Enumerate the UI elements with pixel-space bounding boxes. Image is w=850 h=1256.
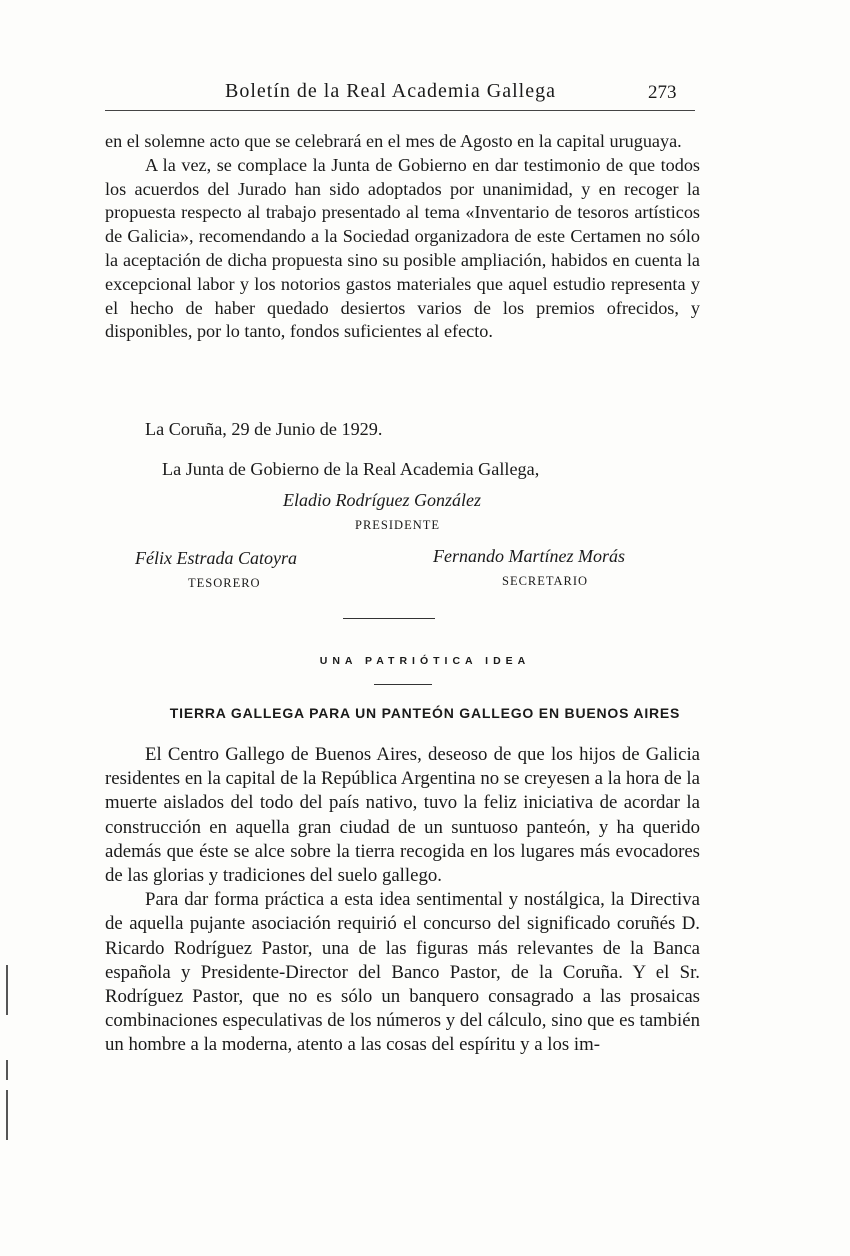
secretary-name: Fernando Martínez Morás [433, 546, 625, 566]
treasurer-name: Félix Estrada Catoyra [135, 548, 297, 568]
intro-text [105, 130, 700, 344]
section-separator [343, 618, 435, 619]
header-rule [105, 110, 695, 111]
kicker-underline [374, 684, 432, 685]
president-role: PRESIDENTE [355, 518, 440, 532]
section-kicker: UNA PATRIÓTICA IDEA [319, 655, 531, 667]
body-paragraph: Para dar forma práctica a esta idea sentimental y nostálgica, la Directiva de aquella pujante asociación requirió el concurso del significado coruñés D. Ricardo Rodríguez Pastor, una de las figuras más relevantes de la Banca española y Presidente-Director del Banco Pastor, de la Coruña. Y el Sr. Rodríguez Pastor, que no es sólo un banquero consagrado a las prosaicas combinaciones especulativas de los números y del cálculo, sino que es también un hombre a la moderna, atento a las cosas del espíritu y a los im- [105, 889, 700, 1056]
scan-margin-mark [6, 1090, 8, 1140]
page-number: 273 [648, 82, 677, 103]
article-body [105, 743, 700, 1058]
intro-paragraph: en el solemne acto que se celebrará en el mes de Agosto en la capital uruguaya. [105, 131, 682, 151]
president-name: Eladio Rodríguez González [283, 490, 481, 510]
body-paragraph: El Centro Gallego de Buenos Aires, deseoso de que los hijos de Galicia residentes en la capital de la República Argentina no se creyesen a la hora de la muerte aislados del todo del país nativo, tuvo la feliz iniciativa de acordar la construcción en aquella gran ciudad de un suntuoso panteón, y ha querido además que éste se alce sobre la tierra recogida en los lugares más evocadores de las glorias y tradiciones del suelo gallego. [105, 744, 700, 887]
treasurer-role: TESORERO [188, 576, 261, 590]
running-header-title: Boletín de la Real Academia Gallega [225, 80, 556, 102]
section-title: TIERRA GALLEGA PARA UN PANTEÓN GALLEGO EN BUENOS AIRES [169, 705, 681, 721]
scan-margin-mark [6, 965, 8, 1015]
scan-margin-mark [6, 1060, 8, 1080]
secretary-role: SECRETARIO [502, 574, 589, 588]
signoff-line: La Junta de Gobierno de la Real Academia Gallega, [162, 459, 540, 479]
intro-paragraph: A la vez, se complace la Junta de Gobierno en dar testimonio de que todos los acuerdos del Jurado han sido adoptados por unanimidad, y en recoger la propuesta respecto al trabajo presentado al tema «Inventario de tesoros artísticos de Galicia», recomendando a la Sociedad organizadora de este Certamen no sólo la aceptación de dicha propuesta sino su posible ampliación, habidos en cuenta la excepcional labor y los notorios gastos materiales que aquel estudio representa y el hecho de haber quedado desiertos varios de los premios ofrecidos, y disponibles, por lo tanto, fondos suficientes al efecto. [105, 154, 700, 342]
date-line: La Coruña, 29 de Junio de 1929. [145, 419, 383, 439]
